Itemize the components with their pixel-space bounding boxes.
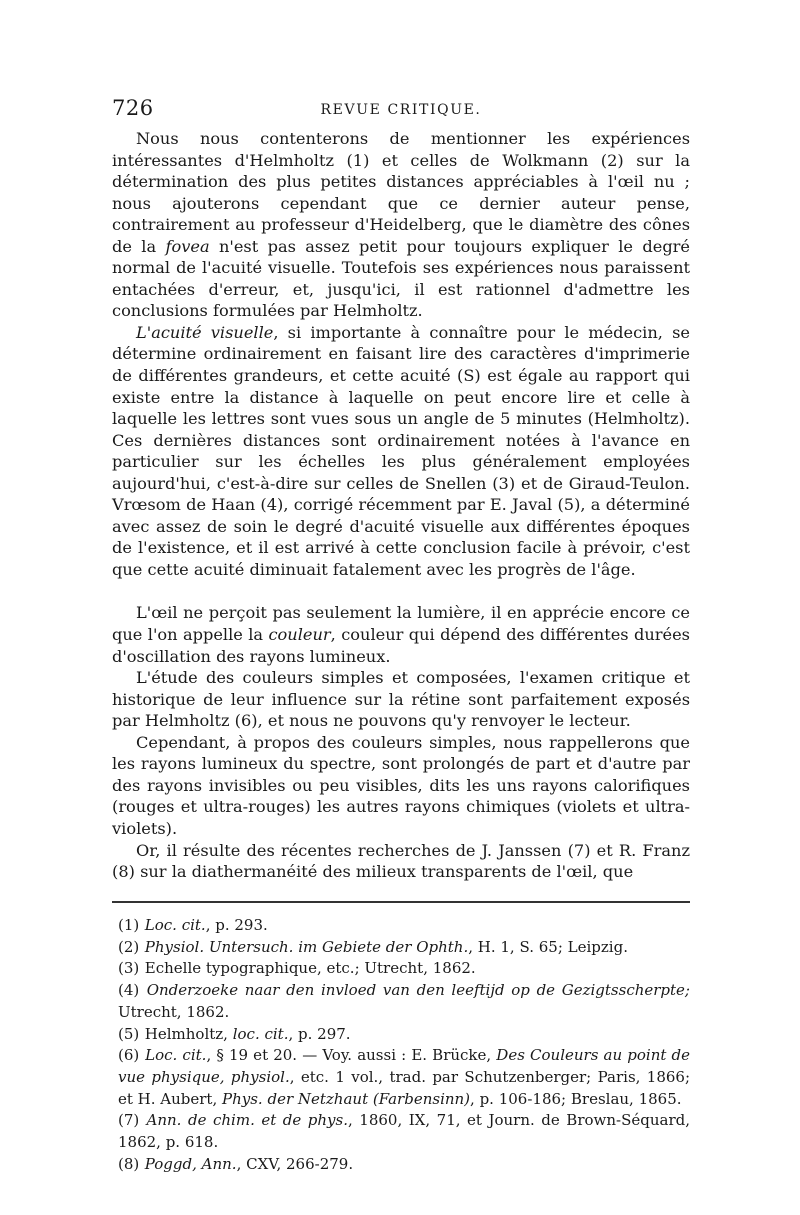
footnote: (3) Echelle typographique, etc.; Utrecht, 1862. xyxy=(118,959,476,978)
running-title: REVUE CRITIQUE. xyxy=(320,102,482,118)
paragraph: Nous nous contenterons de mentionner les expériences intéressantes d'Helmholtz (1) et celles de Wolkmann (2) sur la détermination des plus petites distances appréciables à l'œil nu ; nous ajouterons cependant que ce dernier auteur pense, contrairement au professeur d'Heidelberg, que le diamètre des cônes de la fovea n'est pas assez petit pour toujours expliquer le degré normal de l'acuité visuelle. Toutefois ses expériences nous paraissent entachées d'erreur, et, jusqu'ici, il est rationnel d'admettre les conclusions formulées par Helmholtz. xyxy=(112,129,690,321)
paragraph: Cependant, à propos des couleurs simples, nous rappellerons que les rayons lumineux du spectre, sont prolongés de part et d'autre par des rayons invisibles ou peu visibles, dits les uns rayons calorifiques (rouges et ultra-rouges) les autres rayons chimiques (violets et ultra-violets). xyxy=(112,732,690,838)
paragraph: Or, il résulte des récentes recherches de J. Janssen (7) et R. Franz (8) sur la diathermanéité des milieux transparents de l'œil, que xyxy=(112,840,690,882)
footnote: (4) Onderzoeke naar den invloed van den leeftijd op de Gezigtsscherpte; Utrecht, 1862. xyxy=(118,981,690,1021)
footnotes xyxy=(118,915,690,1175)
paragraph: L'acuité visuelle, si importante à connaître pour le médecin, se détermine ordinairement en faisant lire des caractères d'imprimerie de différentes grandeurs, et cette acuité (S) est égale au rapport qui existe entre la distance à laquelle on peut encore lire et celle à laquelle les lettres sont vues sous un angle de 5 minutes (Helmholtz). Ces dernières distances sont ordinairement notées à l'avance en particulier sur les échelles les plus généralement employées aujourd'hui, c'est-à-dire sur celles de Snellen (3) et de Giraud-Teulon. Vrœsom de Haan (4), corrigé récemment par E. Javal (5), a déterminé avec assez de soin le degré d'acuité visuelle aux différentes époques de l'existence, et il est arrivé à cette conclusion facile à prévoir, c'est que cette acuité diminuait fatalement avec les progrès de l'âge. xyxy=(112,322,690,579)
page-header xyxy=(112,96,690,122)
footnote: (1) Loc. cit., p. 293. xyxy=(118,916,268,934)
paragraph: L'étude des couleurs simples et composées, l'examen critique et historique de leur influence sur la rétine sont parfaitement exposés par Helmholtz (6), et nous ne pouvons qu'y renvoyer le lecteur. xyxy=(112,668,690,731)
page-number: 726 xyxy=(112,96,154,120)
footnote: (2) Physiol. Untersuch. im Gebiete der Ophth., H. 1, S. 65; Leipzig. xyxy=(118,937,628,956)
body-text xyxy=(112,128,690,883)
paragraph: L'œil ne perçoit pas seulement la lumière, il en apprécie encore ce que l'on appelle la couleur, couleur qui dépend des différentes durées d'oscillation des rayons lumineux. xyxy=(112,603,690,666)
footnote: (6) Loc. cit., § 19 et 20. — Voy. aussi : E. Brücke, Des Couleurs au point de vue physique, physiol., etc. 1 vol., trad. par Schutzenberger; Paris, 1866; et H. Aubert, Phys. der Netzhaut (Farbensinn), p. 106-186; Breslau, 1865. xyxy=(118,1046,691,1108)
footnote: (7) Ann. de chim. et de phys., 1860, IX, 71, et Journ. de Brown-Séquard, 1862, p. 618. xyxy=(118,1111,690,1152)
footnote: (5) Helmholtz, loc. cit., p. 297. xyxy=(118,1024,351,1043)
footnote-divider xyxy=(112,901,690,903)
footnote: (8) Poggd, Ann., CXV, 266-279. xyxy=(118,1154,354,1173)
